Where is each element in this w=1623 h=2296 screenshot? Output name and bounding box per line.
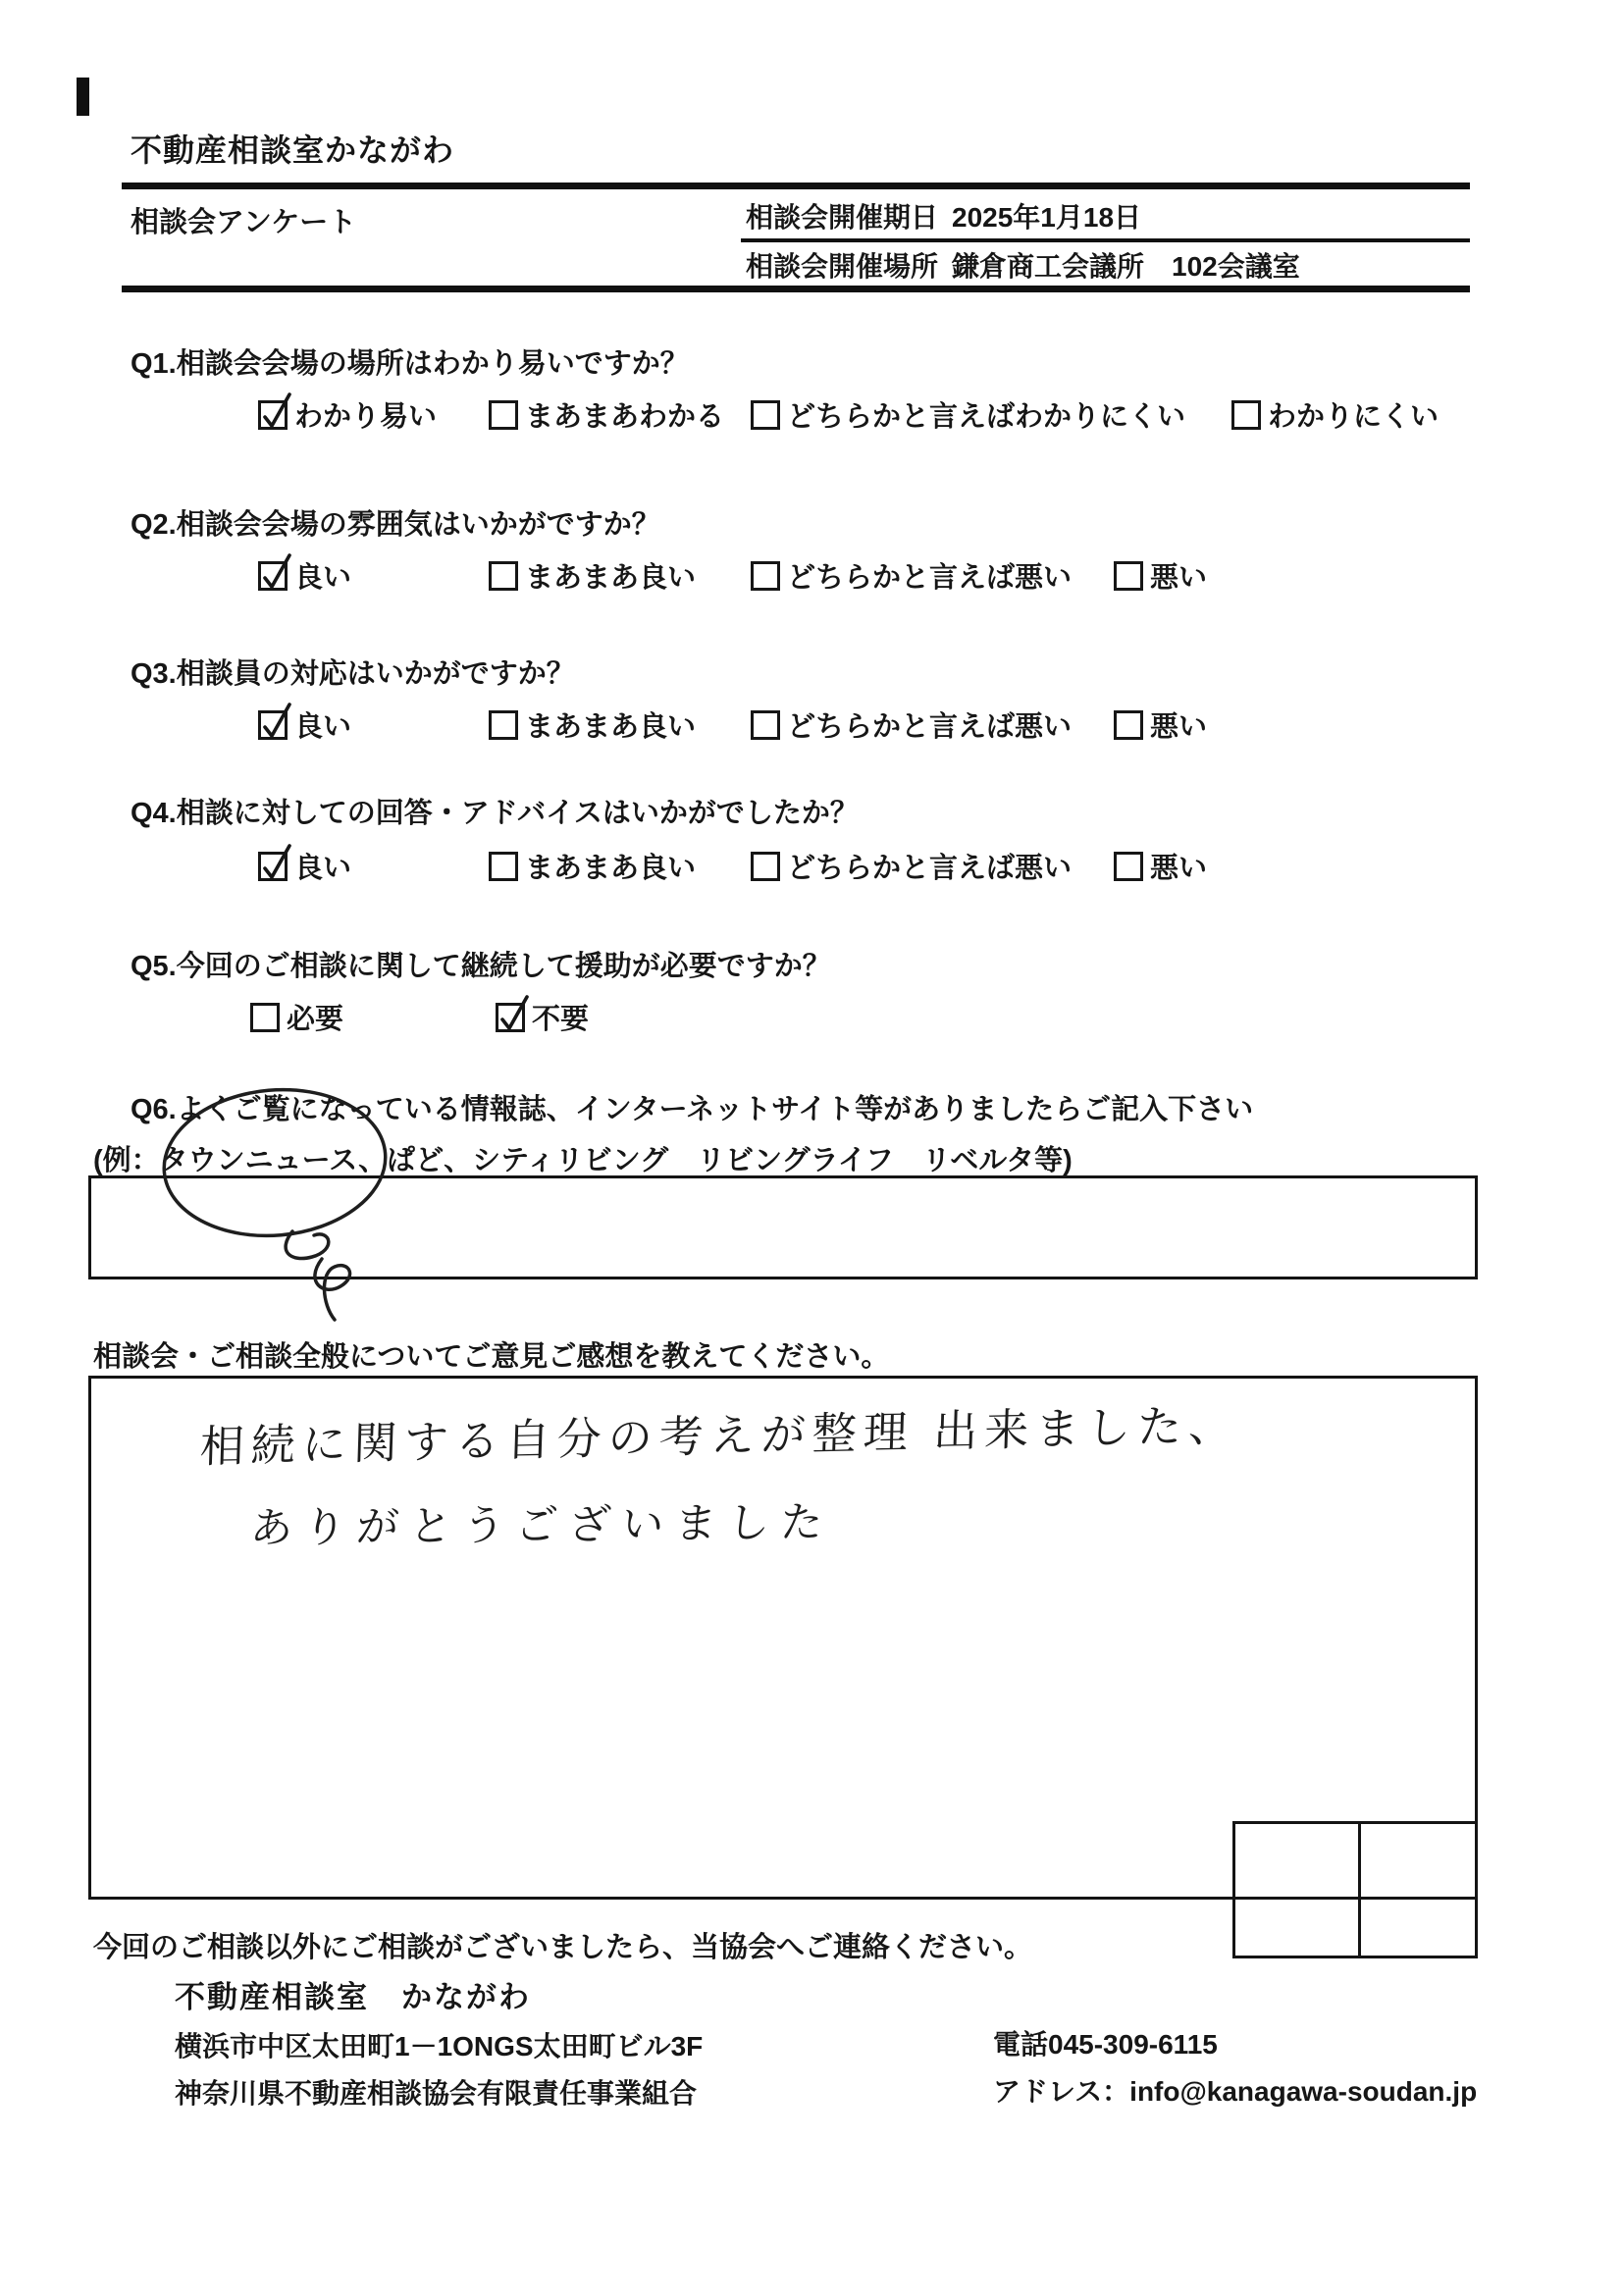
checkbox-checked[interactable] [258,852,288,881]
question-title-q1: Q1.相談会会場の場所はわかり易いですか？ [131,348,689,380]
handwritten-check-icon [256,839,297,886]
option-q1-2[interactable] [489,394,724,435]
option-q1-3[interactable] [751,394,1185,435]
option-label: 良い [294,711,352,743]
option-q1-1[interactable] [258,394,437,435]
header-divider [122,183,1470,189]
question-title-q2: Q2.相談会会場の雰囲気はいかがですか？ [131,509,660,541]
option-label: わかり易い [294,401,438,433]
option-q2-1[interactable] [258,555,351,596]
meta-date-row [746,196,1141,235]
checkbox-unchecked[interactable] [751,710,780,740]
option-label: どちらかと言えば悪い [787,711,1073,743]
footer-phone-value: 045-309-6115 [1048,2029,1218,2060]
footer-email-value: info@kanagawa-soudan.jp [1129,2076,1478,2107]
option-label: どちらかと言えば悪い [787,562,1073,594]
meta-divider [741,238,1470,242]
checkbox-unchecked[interactable] [1114,710,1143,740]
option-label: 良い [294,562,352,594]
option-q3-2[interactable] [489,704,696,745]
meta-place-value: 鎌倉商工会議所 102会議室 [952,251,1300,282]
handwritten-check-icon [494,990,535,1037]
meta-date-value: 2025年1月18日 [952,202,1142,233]
option-label: 不要 [532,1004,590,1035]
meta-place-label: 相談会開催場所 [746,251,939,282]
checkbox-unchecked[interactable] [1231,400,1261,430]
checkbox-checked[interactable] [258,561,288,591]
option-q5-1[interactable] [250,997,343,1037]
checkbox-unchecked[interactable] [250,1003,280,1032]
footer-email-row [993,2070,1477,2110]
option-q4-1[interactable] [258,846,351,886]
q6-answer-box[interactable] [88,1175,1478,1279]
checkbox-unchecked[interactable] [751,561,780,591]
office-use-cell-right [1361,1824,1475,1956]
meta-date-label: 相談会開催期日 [746,202,939,233]
question-title-q3: Q3.相談員の対応はいかがですか？ [131,658,575,690]
option-label: まあまあわかる [525,401,725,433]
meta-place-row [746,245,1300,285]
option-q2-2[interactable] [489,555,696,596]
header-bottom-divider [122,286,1470,292]
footer-org-name: 不動産相談室 かながわ [175,1980,531,2014]
option-label: 悪い [1150,562,1208,594]
checkbox-unchecked[interactable] [751,852,780,881]
option-label: 悪い [1150,711,1208,743]
handwritten-check-icon [256,548,297,596]
comments-label: 相談会・ご相談全般についてご意見ご感想を教えてください。 [93,1341,890,1373]
footer-org-legal: 神奈川県不動産相談協会有限責任事業組合 [175,2078,698,2109]
option-q2-3[interactable] [751,555,1072,596]
handwritten-comment-line2: ありがとうございました [248,1498,836,1553]
footer-address: 横浜市中区太田町1－1ONGS太田町ビル3F [175,2031,704,2061]
checkbox-unchecked[interactable] [1114,852,1143,881]
checkbox-unchecked[interactable] [489,710,518,740]
option-q1-4[interactable] [1231,394,1439,435]
option-q4-4[interactable] [1114,846,1207,886]
handwritten-check-icon [256,388,297,435]
checkbox-unchecked[interactable] [489,852,518,881]
checkbox-checked[interactable] [258,710,288,740]
footer-phone-row [993,2023,1218,2062]
question-title-q4: Q4.相談に対しての回答・アドバイスはいかがでしたか？ [131,798,859,829]
scan-artifact [77,78,89,116]
option-label: 必要 [287,1004,344,1035]
checkbox-unchecked[interactable] [751,400,780,430]
question-title-q6: Q6.よくご覧になっている情報誌、インターネットサイト等がありましたらご記入下さい [131,1094,1254,1125]
checkbox-checked[interactable] [258,400,288,430]
question-title-q5: Q5.今回のご相談に関して継続して援助が必要ですか？ [131,951,831,982]
checkbox-unchecked[interactable] [1114,561,1143,591]
option-q4-2[interactable] [489,846,696,886]
option-label: どちらかと言えばわかりにくい [787,401,1186,433]
option-label: 良い [294,853,352,884]
option-label: まあまあ良い [525,853,697,884]
footer-note: 今回のご相談以外にご相談がございましたら、当協会へご連絡ください。 [93,1932,1033,1963]
option-q4-3[interactable] [751,846,1072,886]
option-q3-4[interactable] [1114,704,1207,745]
option-q5-2[interactable] [496,997,589,1037]
option-label: まあまあ良い [525,562,697,594]
handwritten-comment-line1: 相続に関する自分の考えが整理 出来ました、 [199,1399,1240,1473]
checkbox-checked[interactable] [496,1003,525,1032]
option-q3-1[interactable] [258,704,351,745]
form-title: 相談会アンケート [131,207,357,238]
handwritten-check-icon [256,698,297,745]
footer-email-label: アドレス： [993,2076,1130,2107]
option-q3-3[interactable] [751,704,1072,745]
checkbox-unchecked[interactable] [489,561,518,591]
q6-example-hint: (例：タウンニュース、ぱど、シティリビング リビングライフ リベルタ等) [93,1145,1073,1176]
option-label: まあまあ良い [525,711,697,743]
option-q2-4[interactable] [1114,555,1207,596]
org-title: 不動産相談室かながわ [131,132,455,168]
office-use-box [1232,1821,1478,1958]
option-label: わかりにくい [1268,401,1440,433]
option-label: どちらかと言えば悪い [787,853,1073,884]
office-use-cell-left [1235,1824,1361,1956]
footer-phone-label: 電話 [993,2029,1049,2060]
option-label: 悪い [1150,853,1208,884]
checkbox-unchecked[interactable] [489,400,518,430]
